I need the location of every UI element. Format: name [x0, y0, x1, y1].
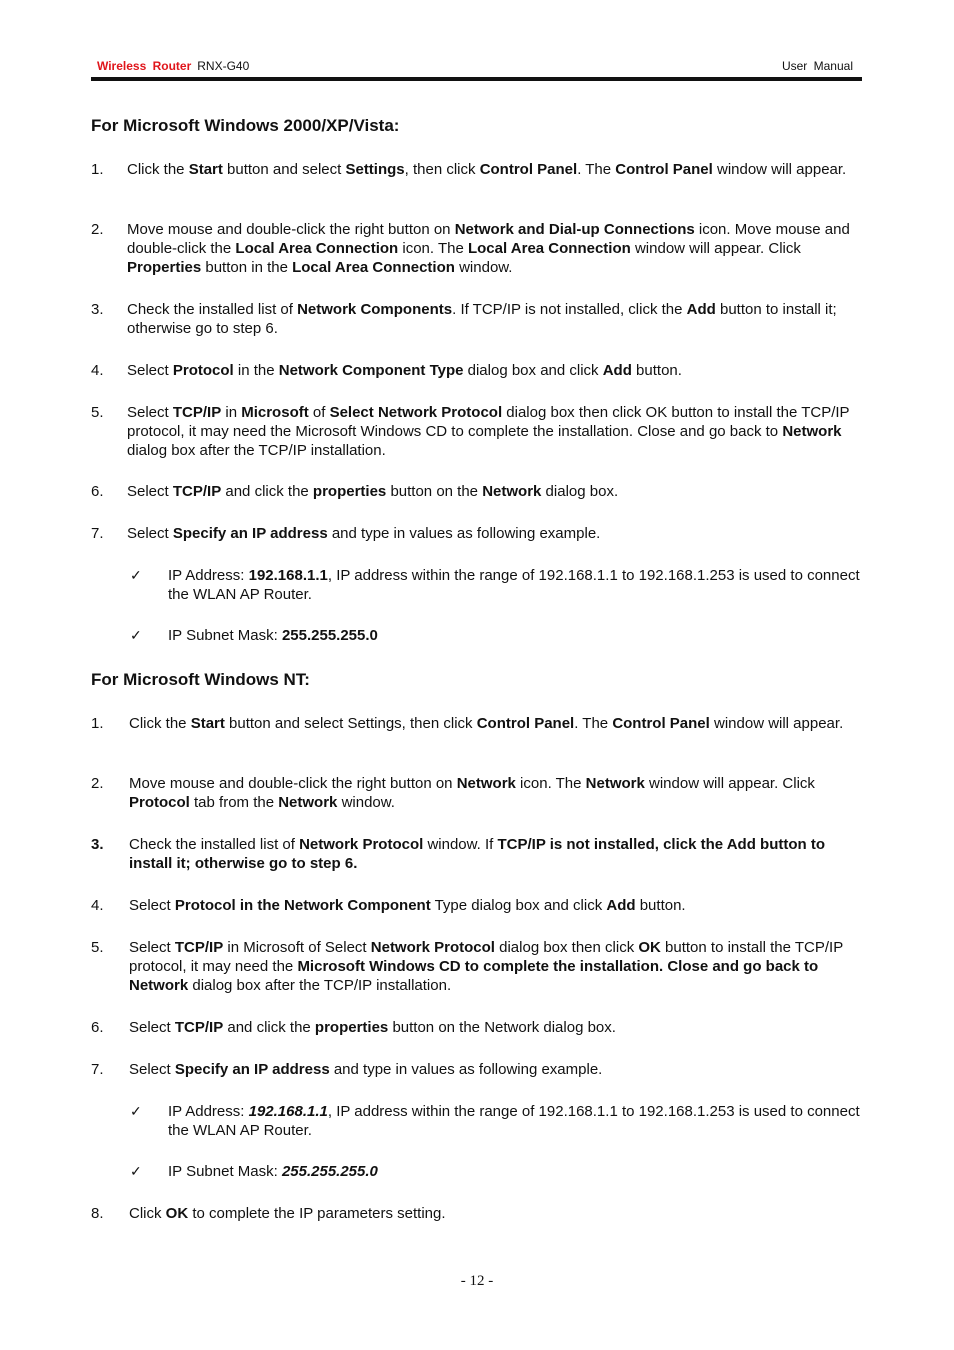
header-model: RNX-G40 [197, 59, 250, 73]
step-text: Move mouse and double-click the right button on Network and Dial-up Connections icon. Move mouse and double-click the Local Area Connection icon. The Local Area Connection window will appear. Click Properties button in the Local Area Connection window. [127, 221, 850, 276]
step-text: Check the installed list of Network Protocol window. If TCP/IP is not installed, click the Add button to install it; otherwise go to step 6. [129, 836, 826, 872]
step-text: Click the Start button and select Settings, then click Control Panel. The Control Panel window will appear. [127, 161, 847, 178]
check-text: IP Address: 192.168.1.1, IP address within the range of 192.168.1.1 to 192.168.1.253 is used to connect the WLAN AP Router. [168, 1103, 860, 1139]
check-text: IP Subnet Mask: 255.255.255.0 [168, 1163, 378, 1180]
step-number: 4. [91, 362, 104, 379]
step-number: 8. [91, 1205, 104, 1222]
check-text: IP Address: 192.168.1.1, IP address within the range of 192.168.1.1 to 192.168.1.253 is used to connect the WLAN AP Router. [168, 567, 860, 603]
step-number: 5. [91, 404, 104, 421]
step-text: Check the installed list of Network Components. If TCP/IP is not installed, click the Add button to install it; otherwise go to step 6. [127, 301, 837, 337]
step-text: Select Protocol in the Network Component Type dialog box and click Add button. [129, 897, 686, 914]
step-number: 7. [91, 1061, 104, 1078]
step-text: Click the Start button and select Settings, then click Control Panel. The Control Panel window will appear. [129, 715, 844, 732]
step-number: 6. [91, 1019, 104, 1036]
step-text: Click OK to complete the IP parameters setting. [129, 1205, 446, 1222]
header-product-name: Wireless Router [97, 59, 192, 73]
section-title-winnt: For Microsoft Windows NT: [91, 670, 310, 689]
step-text: Select TCP/IP in Microsoft of Select Network Protocol dialog box then click OK button to install the TCP/IP protocol, it may need the Microsoft Windows CD to complete the installation. Close and go back to Network dialog box after the TCP/IP installation. [127, 404, 850, 459]
header-product [97, 59, 249, 73]
step-number: 2. [91, 775, 104, 792]
step-text: Move mouse and double-click the right button on Network icon. The Network window will appear. Click Protocol tab from the Network window. [129, 775, 815, 811]
step-number: 3. [91, 836, 104, 853]
page-number: - 12 - [460, 1273, 494, 1289]
step-text: Select TCP/IP and click the properties button on the Network dialog box. [127, 483, 619, 500]
header-doc-title: User Manual [781, 59, 853, 73]
step-text: Select TCP/IP and click the properties button on the Network dialog box. [129, 1019, 616, 1036]
step-text: Select Specify an IP address and type in values as following example. [129, 1061, 603, 1078]
step-number: 7. [91, 525, 104, 542]
section-title-win2000: For Microsoft Windows 2000/XP/Vista: [91, 116, 400, 135]
checkmark-icon: ✓ [130, 627, 142, 643]
step-text: Select TCP/IP in Microsoft of Select Network Protocol dialog box then click OK button to install the TCP/IP protocol, it may need the Microsoft Windows CD to complete the installation. Close and go back to Network dialog box after the TCP/IP installation. [129, 939, 843, 994]
step-number: 1. [91, 715, 104, 732]
step-number: 4. [91, 897, 104, 914]
step-number: 2. [91, 221, 104, 238]
step-text: Select Specify an IP address and type in values as following example. [127, 525, 601, 542]
step-number: 1. [91, 161, 104, 178]
step-number: 3. [91, 301, 104, 318]
checkmark-icon: ✓ [130, 1163, 142, 1179]
step-number: 6. [91, 483, 104, 500]
check-text: IP Subnet Mask: 255.255.255.0 [168, 627, 378, 644]
step-number: 5. [91, 939, 104, 956]
checkmark-icon: ✓ [130, 1103, 142, 1119]
checkmark-icon: ✓ [130, 567, 142, 583]
header-rule [91, 77, 862, 81]
step-text: Select Protocol in the Network Component Type dialog box and click Add button. [127, 362, 682, 379]
